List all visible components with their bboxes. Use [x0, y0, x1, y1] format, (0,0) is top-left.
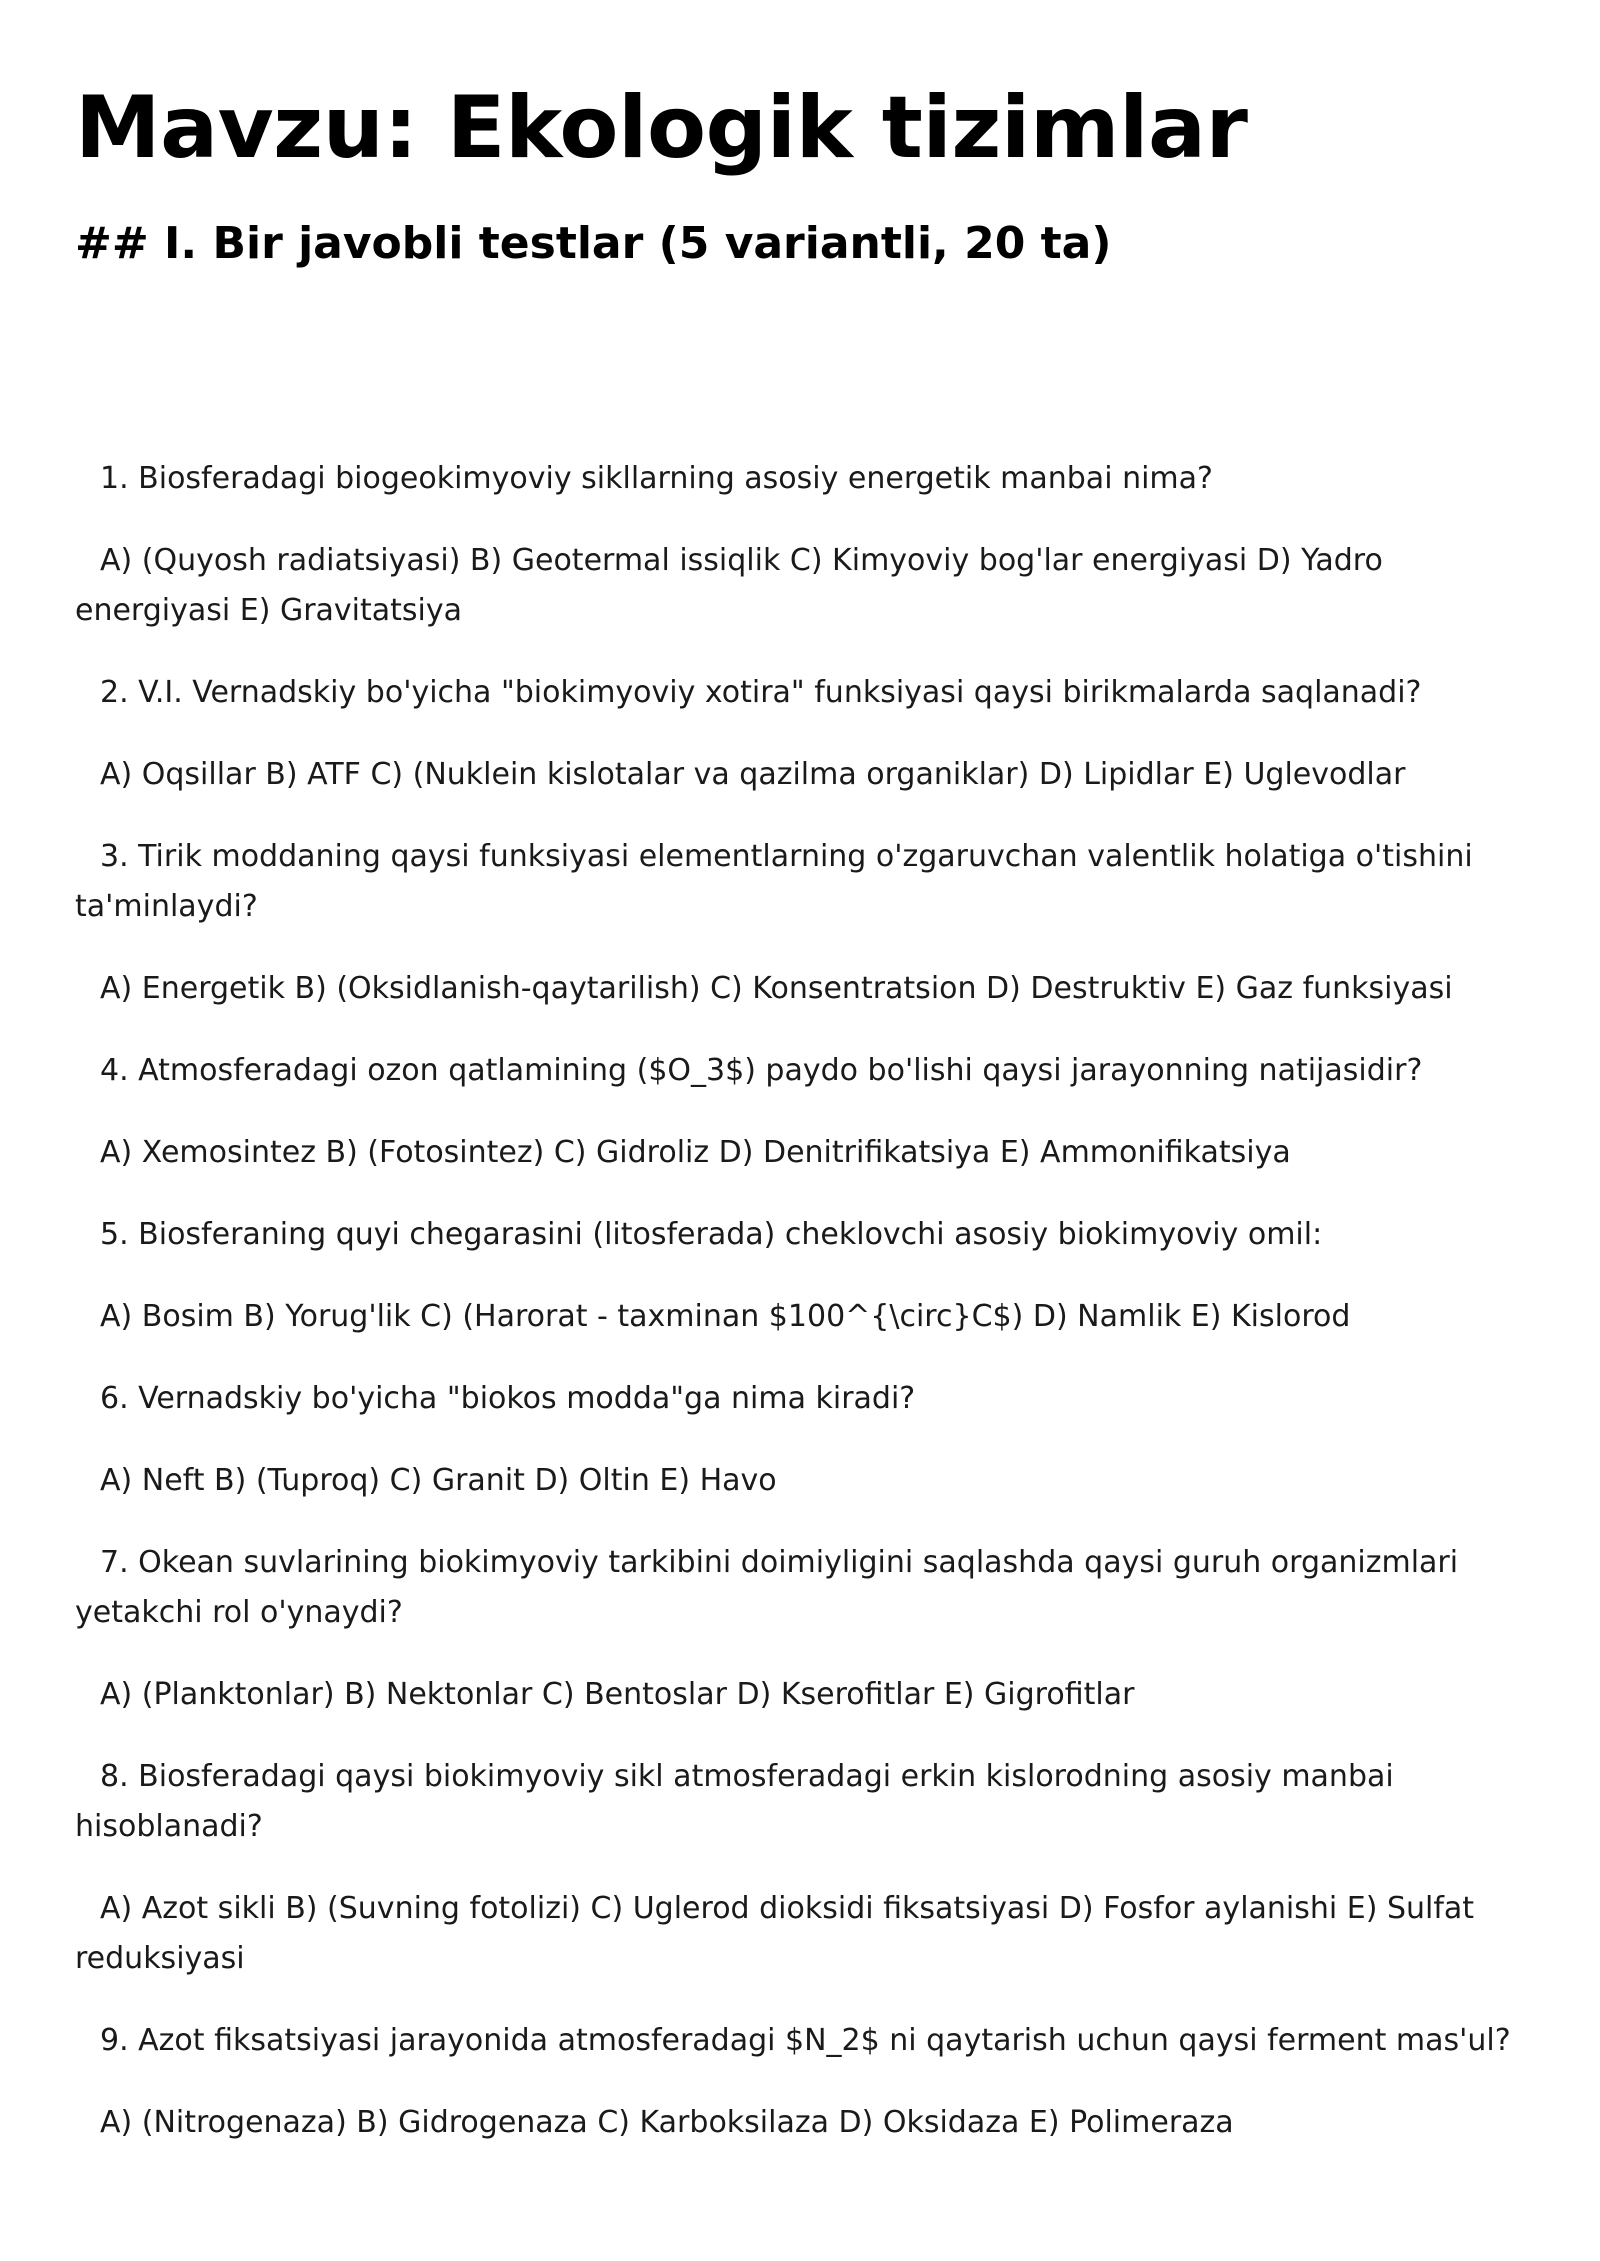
question-text: 5. Biosferaning quyi chegarasini (litosferada) cheklovchi asosiy biokimyoviy omil:: [100, 1217, 1323, 1252]
question-text: 8. Biosferadagi qaysi biokimyoviy sikl atmosferadagi erkin kislorodning asosiy manbai hisoblanadi?: [75, 1759, 1394, 1844]
answer-options: A) Xemosintez B) (Fotosintez) C) Gidroliz D) Denitrifikatsiya E) Ammonifikatsiya: [100, 1135, 1291, 1170]
section-heading: ## I. Bir javobli testlar (5 variantli, 20 ta): [75, 218, 1112, 269]
question-text: 9. Azot fiksatsiyasi jarayonida atmosferadagi $N_2$ ni qaytarish uchun qaysi ferment mas'ul?: [100, 2023, 1511, 2058]
answer-options: A) Energetik B) (Oksidlanish-qaytarilish) C) Konsentratsion D) Destruktiv E) Gaz funksiyasi: [100, 971, 1453, 1006]
question-text: 4. Atmosferadagi ozon qatlamining ($O_3$) paydo bo'lishi qaysi jarayonning natijasidir?: [100, 1053, 1423, 1088]
answer-options: A) Bosim B) Yorug'lik C) (Harorat - taxminan $100^{\circ}C$) D) Namlik E) Kislorod: [100, 1299, 1351, 1334]
question-text: 7. Okean suvlarining biokimyoviy tarkibini doimiyligini saqlashda qaysi guruh organizmlari yetakchi rol o'ynaydi?: [75, 1545, 1459, 1630]
question-text: 2. V.I. Vernadskiy bo'yicha "biokimyoviy xotira" funksiyasi qaysi birikmalarda saqlanadi?: [100, 675, 1422, 710]
answer-options: A) Neft B) (Tuproq) C) Granit D) Oltin E) Havo: [100, 1463, 777, 1498]
page-title: Mavzu: Ekologik tizimlar: [75, 78, 1248, 178]
answer-options: A) Oqsillar B) ATF C) (Nuklein kislotalar va qazilma organiklar) D) Lipidlar E) Uglevodlar: [100, 757, 1406, 792]
answer-options: A) (Nitrogenaza) B) Gidrogenaza C) Karboksilaza D) Oksidaza E) Polimeraza: [100, 2105, 1234, 2140]
question-text: 3. Tirik moddaning qaysi funksiyasi elementlarning o'zgaruvchan valentlik holatiga o'tishini ta'minlaydi?: [75, 839, 1473, 924]
answer-options: A) Azot sikli B) (Suvning fotolizi) C) Uglerod dioksidi fiksatsiyasi D) Fosfor aylanishi E) Sulfat reduksiyasi: [75, 1891, 1475, 1976]
question-list: [75, 454, 1525, 2148]
question-text: 1. Biosferadagi biogeokimyoviy sikllarning asosiy energetik manbai nima?: [100, 461, 1213, 496]
question-text: 6. Vernadskiy bo'yicha "biokos modda"ga nima kiradi?: [100, 1381, 916, 1416]
answer-options: A) (Planktonlar) B) Nektonlar C) Bentoslar D) Kserofitlar E) Gigrofitlar: [100, 1677, 1135, 1712]
answer-options: A) (Quyosh radiatsiyasi) B) Geotermal issiqlik C) Kimyoviy bog'lar energiyasi D) Yadro energiyasi E) Gravitatsiya: [75, 543, 1383, 628]
